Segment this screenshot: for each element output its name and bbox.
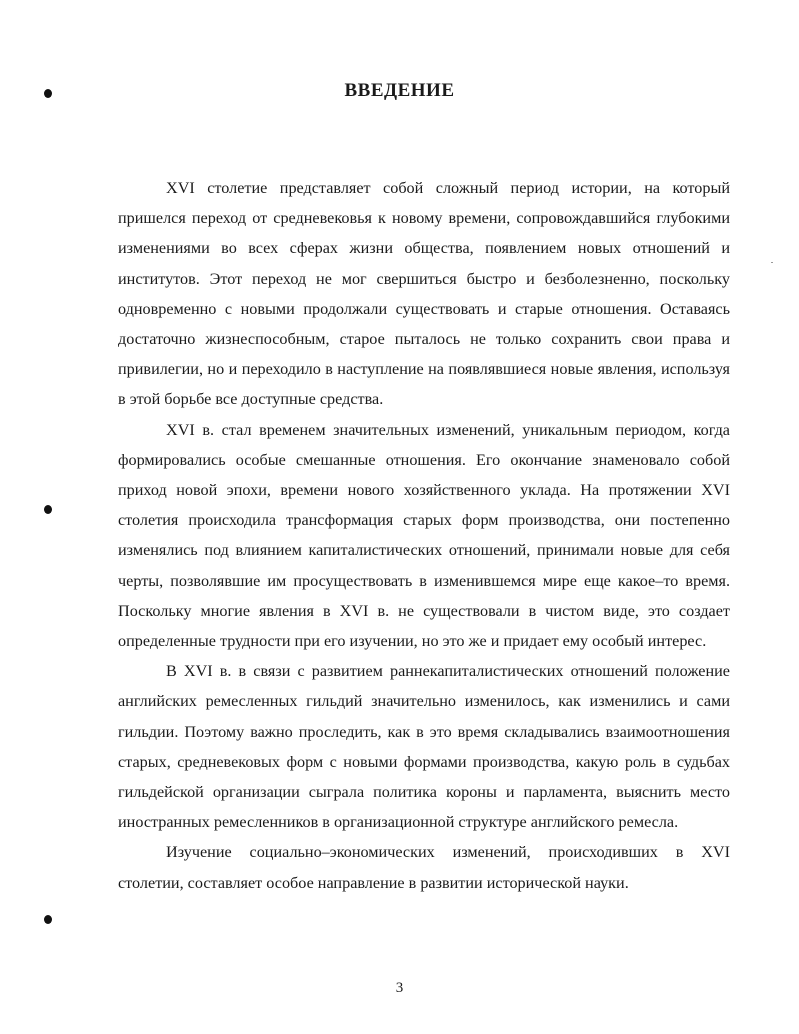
paragraph: Изучение социально–экономических изменений, происходивших в XVI столетии, составляет особое направление в развитии исторической науки. [118,843,730,892]
paragraph: XVI в. стал временем значительных изменений, уникальным периодом, когда формировались особые смешанные отношения. Его окончание знаменовало собой приход новой эпохи, времени нового хозяйственного уклада. На протяжении XVI столетия происходила трансформация старых форм производства, они постепенно изменялись под влиянием капиталистических отношений, принимали новые для себя черты, позволявшие им просуществовать в изменившемся мире еще какое–то время. Поскольку многие явления в XVI в. не существовали в чистом виде, это создает определенные трудности при его изучении, но это же и придает ему особый интерес. [118,420,730,651]
binding-hole-mark [44,915,52,924]
binding-hole-mark [44,505,52,514]
page-number: 3 [395,980,404,996]
scan-speck [771,262,773,263]
paragraph: В XVI в. в связи с развитием раннекапиталистических отношений положение английских ремесленных гильдий значительно изменилось, как изменились и сами гильдии. Поэтому важно проследить, как в это время складывались взаимоотношения старых, средневековых форм с новыми формами производства, какую роль в судьбах гильдейской организации сыграла политика короны и парламента, выяснить место иностранных ремесленников в организационной структуре английского ремесла. [118,662,730,832]
body-text [118,173,730,898]
page-title: ВВЕДЕНИЕ [344,80,455,101]
paragraph: XVI столетие представляет собой сложный период истории, на который пришелся переход от средневековья к новому времени, сопровождавшийся глубокими изменениями во всех сферах жизни общества, появлением новых отношений и институтов. Этот переход не мог свершиться быстро и безболезненно, поскольку одновременно с новыми продолжали существовать и старые отношения. Оставаясь достаточно жизнеспособным, старое пыталось не только сохранить свои права и привилегии, но и переходило в наступление на появлявшиеся новые явления, используя в этой борьбе все доступные средства. [118,179,730,409]
